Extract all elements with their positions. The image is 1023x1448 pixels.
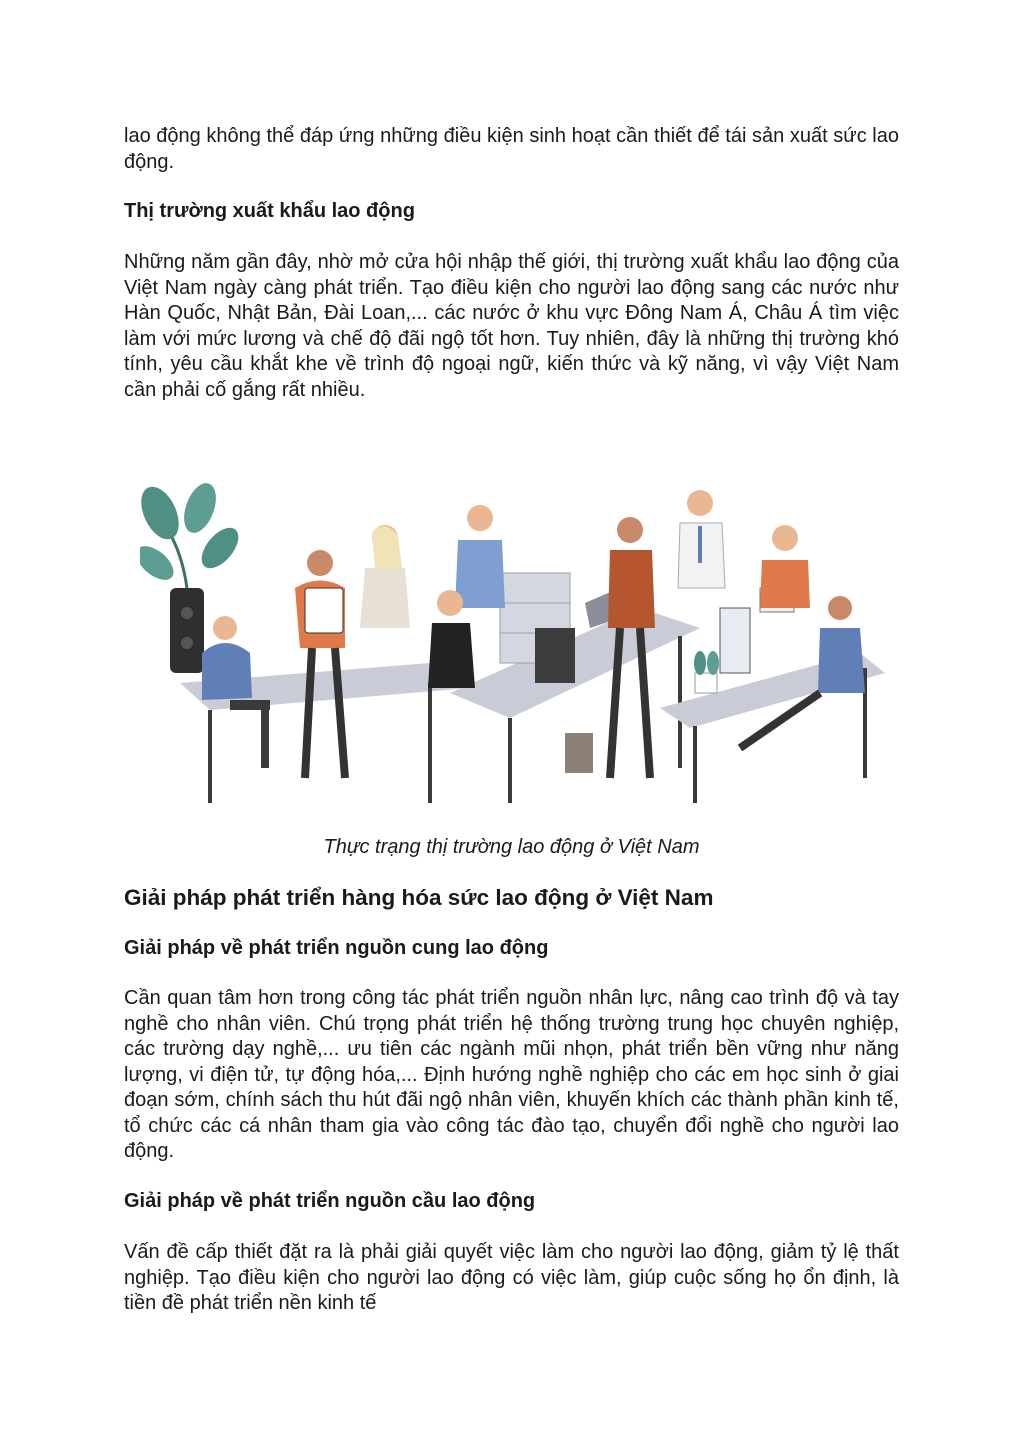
paragraph-labor-export: Những năm gần đây, nhờ mở cửa hội nhập thế giới, thị trường xuất khẩu lao động của Việt Nam ngày càng phát triển. Tạo điều kiện cho người lao động sang các nước như Hàn Quốc, Nhật Bản, Đài Loan,... các nước ở khu vực Đông Nam Á, Châu Á tìm việc làm với mức lương và chế độ đãi ngộ tốt hơn. Tuy nhiên, đây là những thị trường khó tính, yêu cầu khắt khe về trình độ ngoại ngữ, kiến thức và kỹ năng, vì vậy Việt Nam cần phải cố gắng rất nhiều. xyxy=(124,251,899,401)
office-workers-illustration xyxy=(140,478,885,813)
person-right-orange-icon xyxy=(760,525,810,608)
monitor-icon xyxy=(535,628,575,683)
heading-supply-solutions: Giải pháp về phát triển nguồn cung lao động xyxy=(124,937,549,959)
heading-labor-export-market: Thị trường xuất khẩu lao động xyxy=(124,200,415,222)
person-orange-icon xyxy=(295,550,345,778)
paragraph-intro: lao động không thể đáp ứng những điều kiện sinh hoạt cần thiết để tái sản xuất sức lao động. xyxy=(124,125,899,173)
heading-demand-solutions: Giải pháp về phát triển nguồn cầu lao động xyxy=(124,1190,536,1212)
speaker-icon xyxy=(170,588,204,673)
small-plant-icon xyxy=(694,651,719,693)
illustration-caption: Thực trạng thị trường lao động ở Việt Nam xyxy=(323,836,700,858)
person-blonde-icon xyxy=(360,525,410,628)
paragraph-supply: Cần quan tâm hơn trong công tác phát triển nguồn nhân lực, nâng cao trình độ và tay nghề cho nhân viên. Chú trọng phát triển hệ thống trường trung học chuyên nghiệp, các trường dạy nghề,... ưu tiên các ngành mũi nhọn, phát triển bền vững như năng lượng, vi điện tử, tự động hóa,... Định hướng nghề nghiệp cho các em học sinh ở giai đoạn sớm, chính sách thu hút đãi ngộ nhân viên, khuyến khích các thành phần kinh tế, tổ chức các cá nhân tham gia vào công tác đào tạo, chuyển đổi nghề cho người lao động. xyxy=(124,987,899,1162)
plant-icon xyxy=(140,479,245,588)
paragraph-demand: Vấn đề cấp thiết đặt ra là phải giải quyết việc làm cho người lao động, giảm tỷ lệ thất nghiệp. Tạo điều kiện cho người lao động có việc làm, giúp cuộc sống họ ổn định, là tiền đề phát triển nền kinh tế xyxy=(124,1241,899,1314)
trash-bin-icon xyxy=(565,733,593,773)
heading-solutions: Giải pháp phát triển hàng hóa sức lao động ở Việt Nam xyxy=(124,885,714,910)
person-glasses-icon xyxy=(455,505,505,608)
person-standing-icon xyxy=(678,490,725,588)
